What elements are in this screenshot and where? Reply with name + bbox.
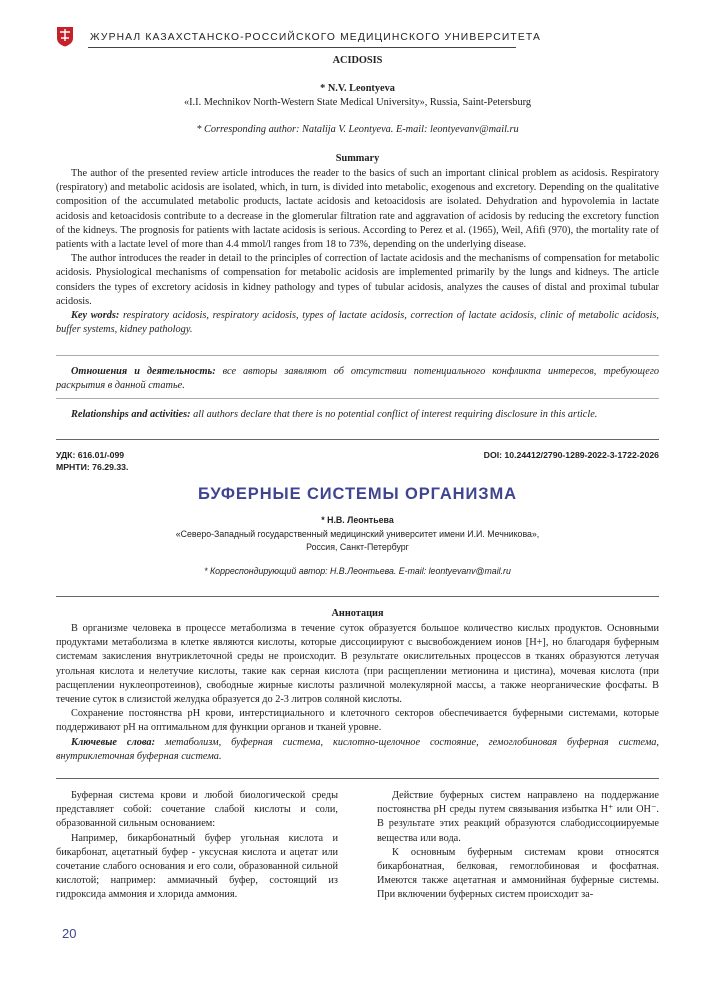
en-affiliation: «I.I. Mechnikov North-Western State Medical University», Russia, Saint-Petersburg bbox=[183, 97, 531, 108]
en-summary bbox=[56, 167, 659, 337]
ru-author: * Н.В. Леонтьева bbox=[321, 515, 394, 525]
body-paragraph: Действие буферных систем направлено на поддержание постоянства pH среды путем связывания избытка H⁺ или OH⁻. В результате этих реакций образуются слабодиссоциируемые вещества или вода. bbox=[377, 790, 659, 844]
en-summary-heading: Summary bbox=[335, 153, 380, 164]
mrnti-code: МРНТИ: 76.29.33. bbox=[56, 462, 129, 472]
ru-abstract-p2: Сохранение постоянства pH крови, интерстициального и клеточного секторов обеспечивается буферными системами, которые поддерживают pH на оптимальном для функции органов и тканей уровне. bbox=[56, 708, 659, 734]
conflict-en-label: Relationships and activities: bbox=[71, 409, 191, 420]
ru-keywords-text: метаболизм, буферная система, кислотно-щелочное состояние, гемоглобиновая буферная система, внутриклеточная буферная система. bbox=[56, 736, 659, 762]
en-summary-p1: The author of the presented review article introduces the reader to the basics of such an important clinical problem as acidosis. Respiratory (respiratory) and metabolic acidosis are isolated, which, in turn, is divided into metabolic, exogenous and excretory. Depending on the qualitative composition of the accumulated metabolic products, lactate acidosis and ketoacidosis are isolated. Dehydration and hypovolemia in lactate acidosis and ketoacidosis contribute to a decrease in the glomerular filtration rate and aggravation of acidosis by reducing the excretory function of the kidneys. The prognosis for patients with lactate acidosis is serious. According to Perez et al. (1965), Weil, Afifi (970), the mortality rate of patients with a lactate level of more than 4.4 mmol/l ranges from 18 to 73%, depending on the underlying disease. bbox=[56, 168, 659, 251]
divider bbox=[56, 439, 659, 440]
ru-title: БУФЕРНЫЕ СИСТЕМЫ ОРГАНИЗМА bbox=[198, 485, 517, 503]
body-paragraph: Например, бикарбонатный буфер угольная кислота и бикарбонат, ацетатный буфер - уксусная кислота и ацетат или сочетание слабого основания и его соли, образованной сильной кислотой; например: аммиачный буфер, состоящий из гидроксида аммония и хлорида аммония. bbox=[56, 832, 338, 901]
divider bbox=[56, 778, 659, 779]
udk-code: УДК: 616.01/-099 bbox=[56, 450, 125, 460]
ru-affiliation-1: «Северо-Западный государственный медицинский университет имени И.И. Мечникова», bbox=[175, 529, 540, 539]
conflict-ru bbox=[56, 365, 659, 393]
ru-abstract bbox=[56, 622, 659, 764]
ru-corresponding: * Корреспондирующий автор: Н.В.Леонтьева. E-mail: leontyevanv@mail.ru bbox=[204, 566, 511, 576]
en-keywords-label: Key words: bbox=[71, 310, 120, 322]
conflict-ru-text: все авторы заявляют об отсутствии потенциального конфликта интересов, требующего раскрытия в данной статье. bbox=[56, 366, 659, 392]
journal-name: ЖУРНАЛ КАЗАХСТАНСКО-РОССИЙСКОГО МЕДИЦИНСКОГО УНИВЕРСИТЕТА bbox=[90, 32, 541, 43]
body-paragraph: К основным буферным системам крови относятся бикарбонатная, белковая, гемоглобиновая и фосфатная. Имеются также ацетатная и аммонийная буферные системы. При включении буферных систем происходит за- bbox=[377, 846, 659, 901]
doi-code: DOI: 10.24412/2790-1289-2022-3-1722-2026 bbox=[483, 450, 659, 460]
journal-header bbox=[56, 26, 541, 48]
ru-abstract-heading: Аннотация bbox=[331, 608, 384, 619]
en-summary-p2: The author introduces the reader in detail to the principles of correction of lactate acidosis and the mechanisms of compensation for metabolic acidosis. Physiological mechanisms of compensation for metabolic acidosis are implemented primarily by the lungs and kidneys. The article considers the types of excretory acidosis in kidney pathology and types of tubular acidosis, analyzes the causes of distal and proximal tubular acidosis. bbox=[56, 253, 659, 307]
divider bbox=[56, 398, 659, 399]
body-right-column bbox=[377, 789, 659, 903]
divider bbox=[56, 596, 659, 597]
en-author: * N.V. Leontyeva bbox=[320, 83, 395, 94]
en-corresponding: * Corresponding author: Natalija V. Leontyeva. E-mail: leontyevanv@mail.ru bbox=[196, 124, 519, 135]
en-keywords bbox=[56, 309, 659, 337]
divider bbox=[56, 355, 659, 356]
body-left-column bbox=[56, 789, 338, 903]
conflict-en bbox=[56, 408, 659, 422]
ru-abstract-p1: В организме человека в процессе метаболизма в течение суток образуется большое количество кислых продуктов. Основными продуктами метаболизма в клетке являются кислоты, которые диссоциируют с высвобождением ионов [H+], но благодаря буферным системам закисления внутриклеточной среды не происходит. В результате окислительных процессов в тканях образуются летучая угольная кислота и нелетучие кислоты, такие как серная кислота (при расщеплении метионина и цистина), мочевая кислота (при расщеплении нуклеопротеинов), свободные жирные кислоты различной молекулярной массы, а также неорганические фосфаты. В течение суток в слизистой желудка образуется до 2-3 литров соляной кислоты. bbox=[56, 623, 659, 706]
ru-keywords-label: Ключевые слова: bbox=[71, 736, 155, 748]
body-paragraph: Буферная система крови и любой биологической среды представляет собой: сочетание слабой кислоты и соли, образованной сильным основанием: bbox=[56, 790, 338, 830]
header-rule bbox=[88, 47, 516, 48]
en-keywords-text: respiratory acidosis, respiratory acidosis, types of lactate acidosis, correction of lactate acidosis, clinic of metabolic acidosis, buffer systems, kidney pathology. bbox=[56, 310, 659, 336]
conflict-ru-label: Отношения и деятельность: bbox=[71, 366, 216, 377]
ru-affiliation-2: Россия, Санкт-Петербург bbox=[306, 542, 409, 552]
conflict-en-text: all authors declare that there is no potential conflict of interest requiring disclosure in this article. bbox=[193, 409, 598, 420]
page-number: 20 bbox=[62, 926, 77, 941]
university-shield-logo-icon bbox=[56, 26, 74, 47]
en-title: ACIDOSIS bbox=[332, 55, 383, 66]
